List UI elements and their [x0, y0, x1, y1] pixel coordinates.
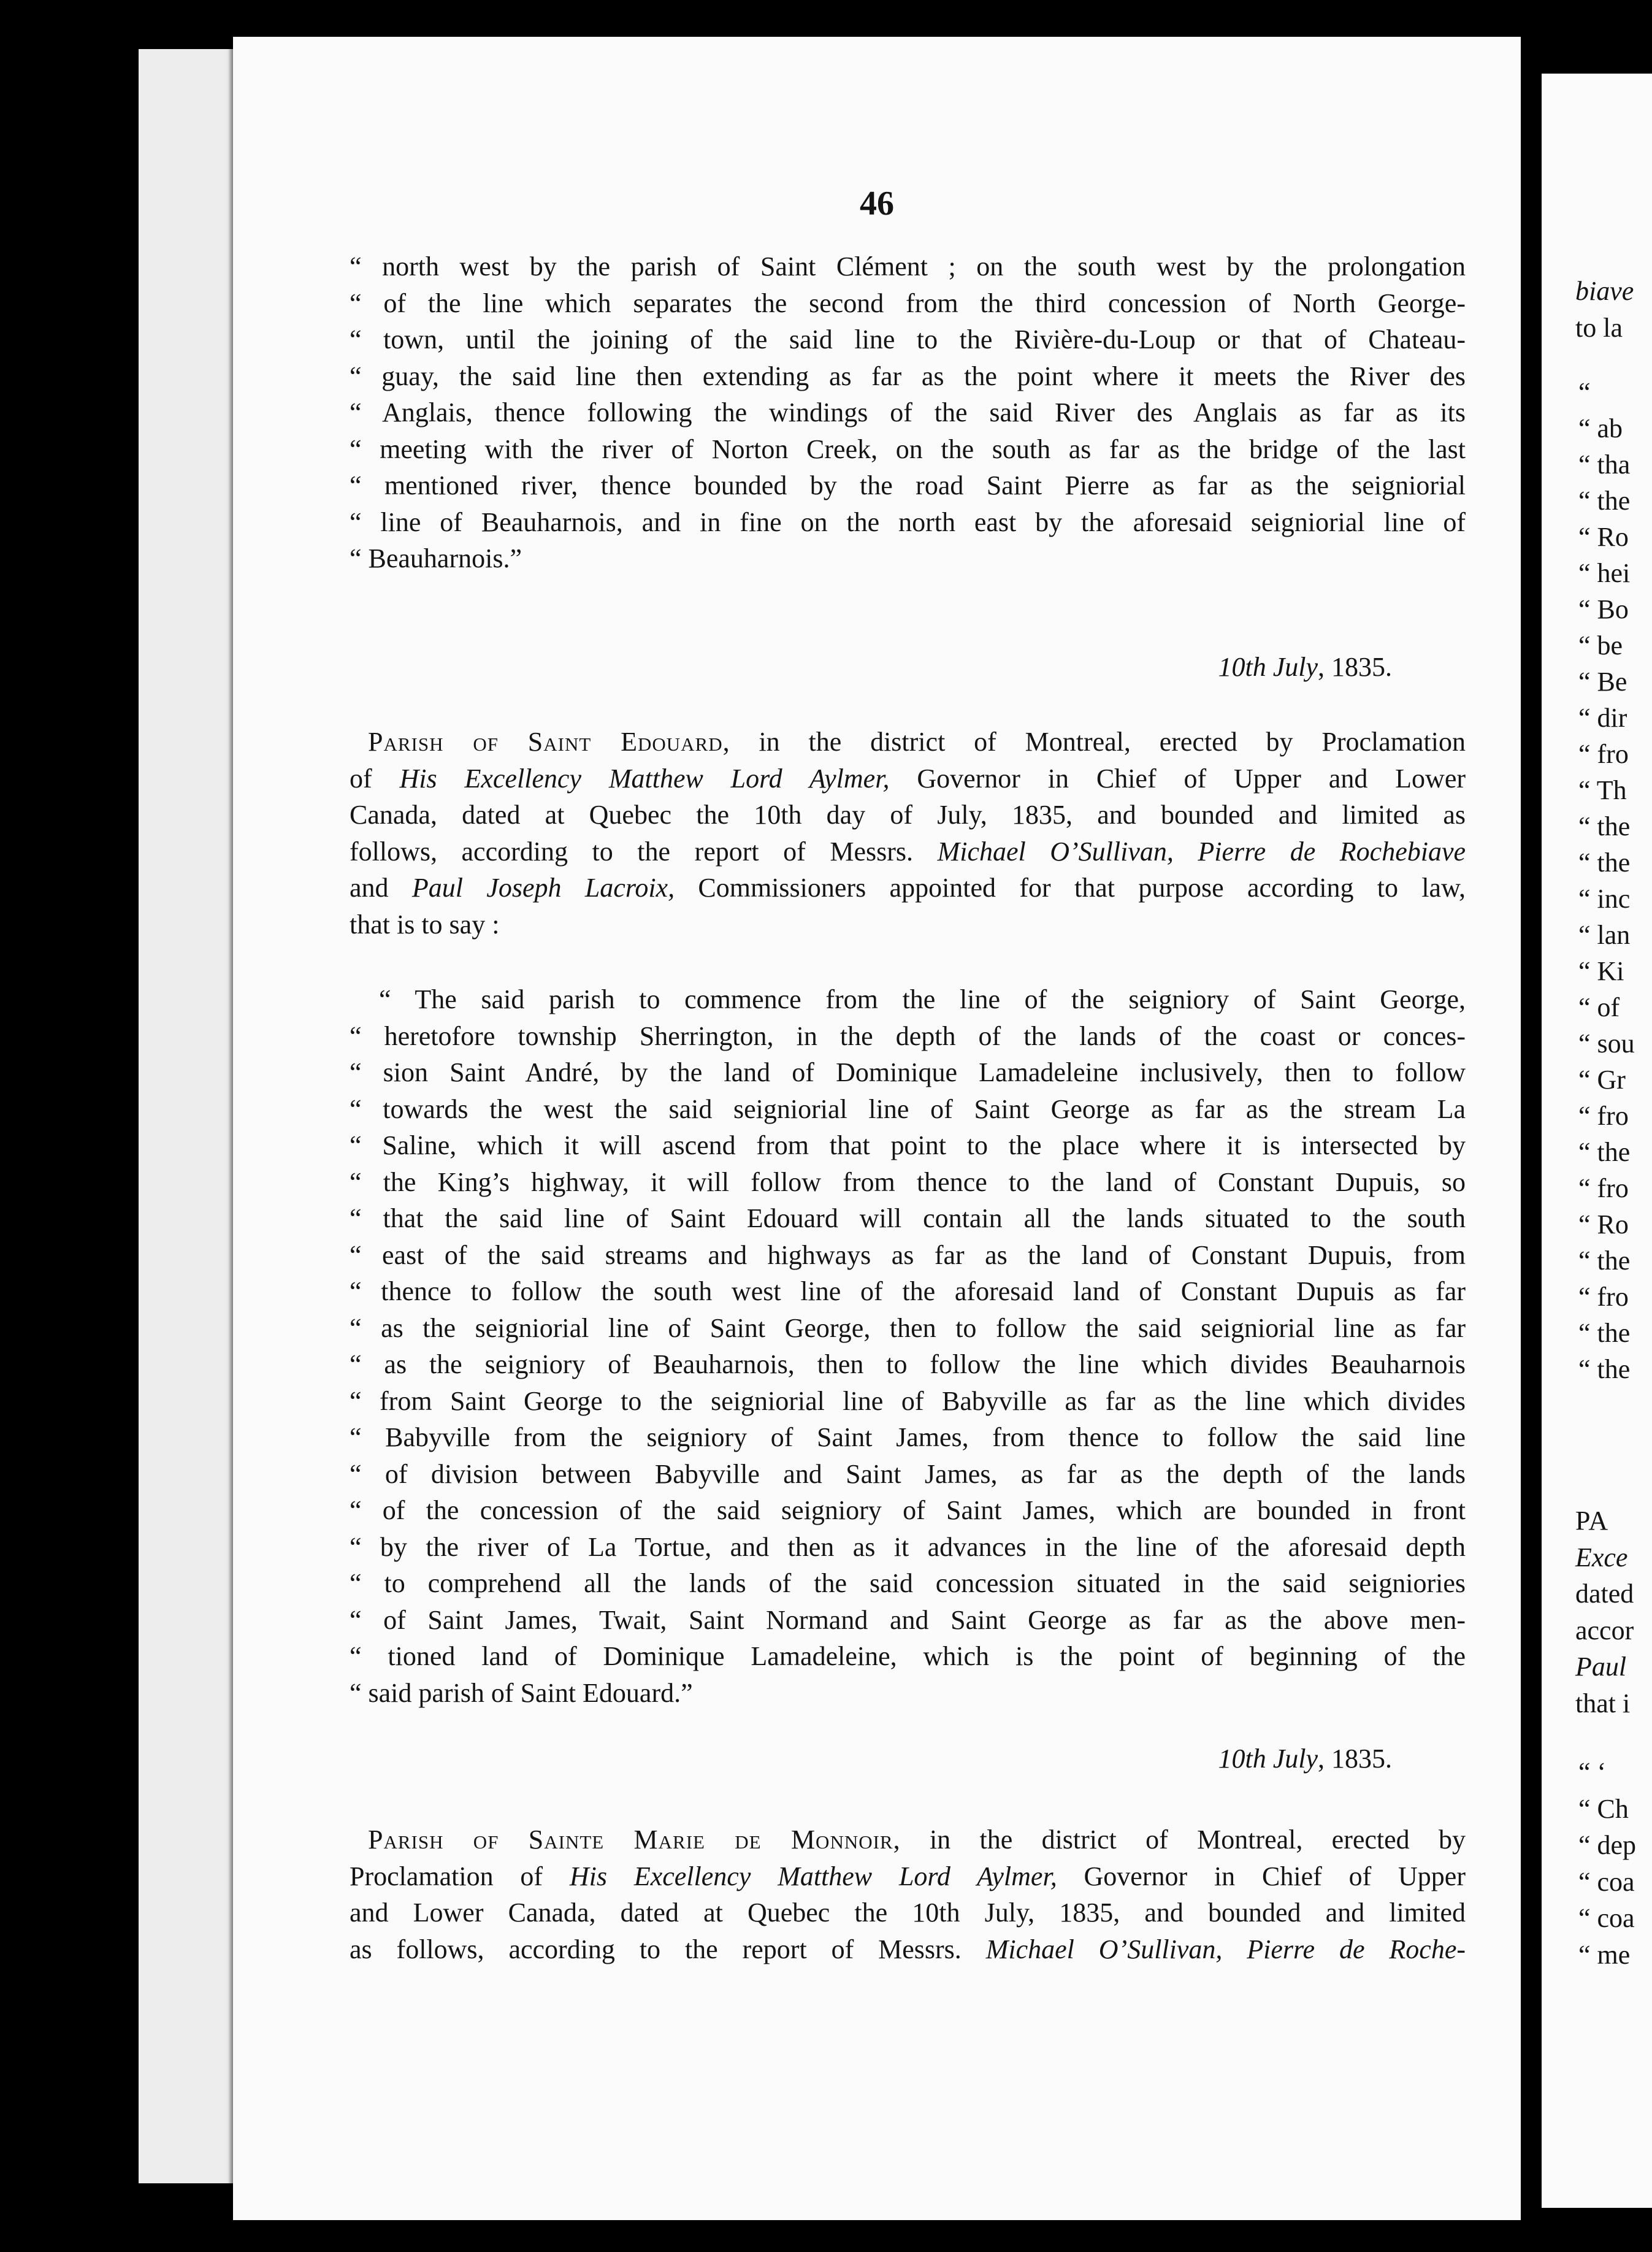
- opening-quote-paragraph: [350, 248, 1466, 577]
- text-line: “ of division between Babyville and Saint James, as far as the depth of the lands: [350, 1458, 1466, 1489]
- section-saint-edouard: Parish of Saint Edouard, in the district of Montreal, erected by Proclamation of His Excellency Matthew Lord Aylmer, Governor in Chief of Upper and Lower Canada, dated at Quebec the 10th day of July, 1835, and bounded and limited as follows, according to the report of Messrs. Michael O’Sullivan, Pierre de Rochebiave and Paul Joseph Lacroix, Commissioners appointed for that purpose according to law, that is to say :: [350, 724, 1466, 943]
- section-sainte-marie-de-monnoir: Parish of Sainte Marie de Monnoir, in the district of Montreal, erected by Proclamation of His Excellency Matthew Lord Aylmer, Governor in Chief of Upper and Lower Canada, dated at Quebec the 10th July, 1835, and bounded and limited as follows, according to the report of Messrs. Michael O’Sullivan, Pierre de Roche-: [350, 1825, 1466, 1964]
- text-line: “ of the concession of the said seigniory of Saint James, which are bounded in front: [350, 1495, 1466, 1525]
- text-line: “ Saline, which it will ascend from that point to the place where it is intersected by: [350, 1130, 1466, 1160]
- left-page: [233, 37, 1521, 2220]
- text-line: “ sion Saint André, by the land of Dominique Lamadeleine inclusively, then to follow: [350, 1057, 1466, 1087]
- date-line-2: [1218, 1743, 1392, 1774]
- right-top-lines: biave to la: [1575, 276, 1634, 343]
- section-heading: Parish of Sainte Marie de Monnoir,: [368, 1825, 901, 1855]
- right-section-lines: PA Exce dated accor Paul that i: [1575, 1506, 1634, 1718]
- date-year: , 1835.: [1318, 1744, 1392, 1774]
- stacked-page-edges: [139, 49, 237, 2183]
- text-line: Canada, dated at Quebec the 10th day of July, 1835, and bounded and limited as: [350, 800, 1466, 830]
- text-line: “ town, until the joining of the said line to the Rivière-du-Loup or that of Chateau-: [350, 324, 1466, 354]
- text-line: “ from Saint George to the seigniorial line of Babyville as far as the line which divides: [350, 1385, 1466, 1416]
- text-line: “ Anglais, thence following the windings of the said River des Anglais as far as its: [350, 397, 1466, 427]
- text-line: “ guay, the said line then extending as far as the point where it meets the River des: [350, 361, 1466, 391]
- text-line: “ by the river of La Tortue, and then as it advances in the line of the aforesaid depth: [350, 1531, 1466, 1562]
- text-line: “ to comprehend all the lands of the said concession situated in the said seigniories: [350, 1568, 1466, 1598]
- page-number: 46: [860, 185, 894, 223]
- text-line: “ tioned land of Dominique Lamadeleine, which is the point of beginning of the: [350, 1641, 1466, 1671]
- text-line: “ said parish of Saint Edouard.”: [350, 1677, 693, 1708]
- text-line: “ The said parish to commence from the line of the seigniory of Saint George,: [379, 984, 1466, 1014]
- text-line: “ east of the said streams and highways as far as the land of Constant Dupuis, from: [350, 1239, 1466, 1270]
- right-quoted-lines: “ “ ab “ tha “ the “ Ro “ hei “ Bo “ be “ Be “ dir “ fro “ Th “ the “ the “ inc “ lan “ Ki “ of “ sou “ Gr “ fro “ the “ fro “ Ro “ the “ fro “ the “ the: [1578, 377, 1635, 1384]
- text-line: “ of Saint James, Twait, Saint Normand and Saint George as far as the above men-: [350, 1604, 1466, 1635]
- text-line: “ north west by the parish of Saint Clément ; on the south west by the prolongation: [350, 251, 1466, 282]
- date-day: 10th July: [1218, 1744, 1318, 1774]
- text-line: “ Beauharnois.”: [350, 543, 522, 573]
- text-line: “ as the seigniorial line of Saint George, then to follow the said seigniorial line as far: [350, 1312, 1466, 1343]
- text-line: “ the King’s highway, it will follow from thence to the land of Constant Dupuis, so: [350, 1166, 1466, 1197]
- right-quoted-lines-2: “ ‘ “ Ch “ dep “ coa “ coa “ me: [1578, 1757, 1637, 1970]
- text-line: “ mentioned river, thence bounded by the road Saint Pierre as far as the seigniorial: [350, 470, 1466, 500]
- date-line-1: [1218, 651, 1392, 683]
- text-line: “ Babyville from the seigniory of Saint James, from thence to follow the said line: [350, 1422, 1466, 1452]
- text-line: “ of the line which separates the second from the third concession of North George-: [350, 288, 1466, 318]
- text-line: that is to say :: [350, 909, 500, 940]
- text-line: “ thence to follow the south west line of the aforesaid land of Constant Dupuis as far: [350, 1276, 1466, 1306]
- date-day: 10th July: [1218, 652, 1318, 682]
- text-line: “ line of Beauharnois, and in fine on the north east by the aforesaid seigniorial line of: [350, 507, 1466, 537]
- text-line: “ as the seigniory of Beauharnois, then to follow the line which divides Beauharnois: [350, 1349, 1466, 1379]
- text-line: and Lower Canada, dated at Quebec the 10th July, 1835, and bounded and limited: [350, 1898, 1466, 1928]
- section-heading: Parish of Saint Edouard,: [368, 727, 730, 757]
- boundary-description-paragraph: [350, 981, 1466, 1711]
- text-line: “ towards the west the said seigniorial line of Saint George as far as the stream La: [350, 1093, 1466, 1124]
- right-page-fragment: [1542, 74, 1652, 2208]
- text-line: “ heretofore township Sherrington, in the depth of the lands of the coast or conces-: [350, 1021, 1466, 1051]
- text-line: “ meeting with the river of Norton Creek, on the south as far as the bridge of the last: [350, 434, 1466, 464]
- text-line: “ that the said line of Saint Edouard will contain all the lands situated to the south: [350, 1203, 1466, 1233]
- date-year: , 1835.: [1318, 652, 1392, 682]
